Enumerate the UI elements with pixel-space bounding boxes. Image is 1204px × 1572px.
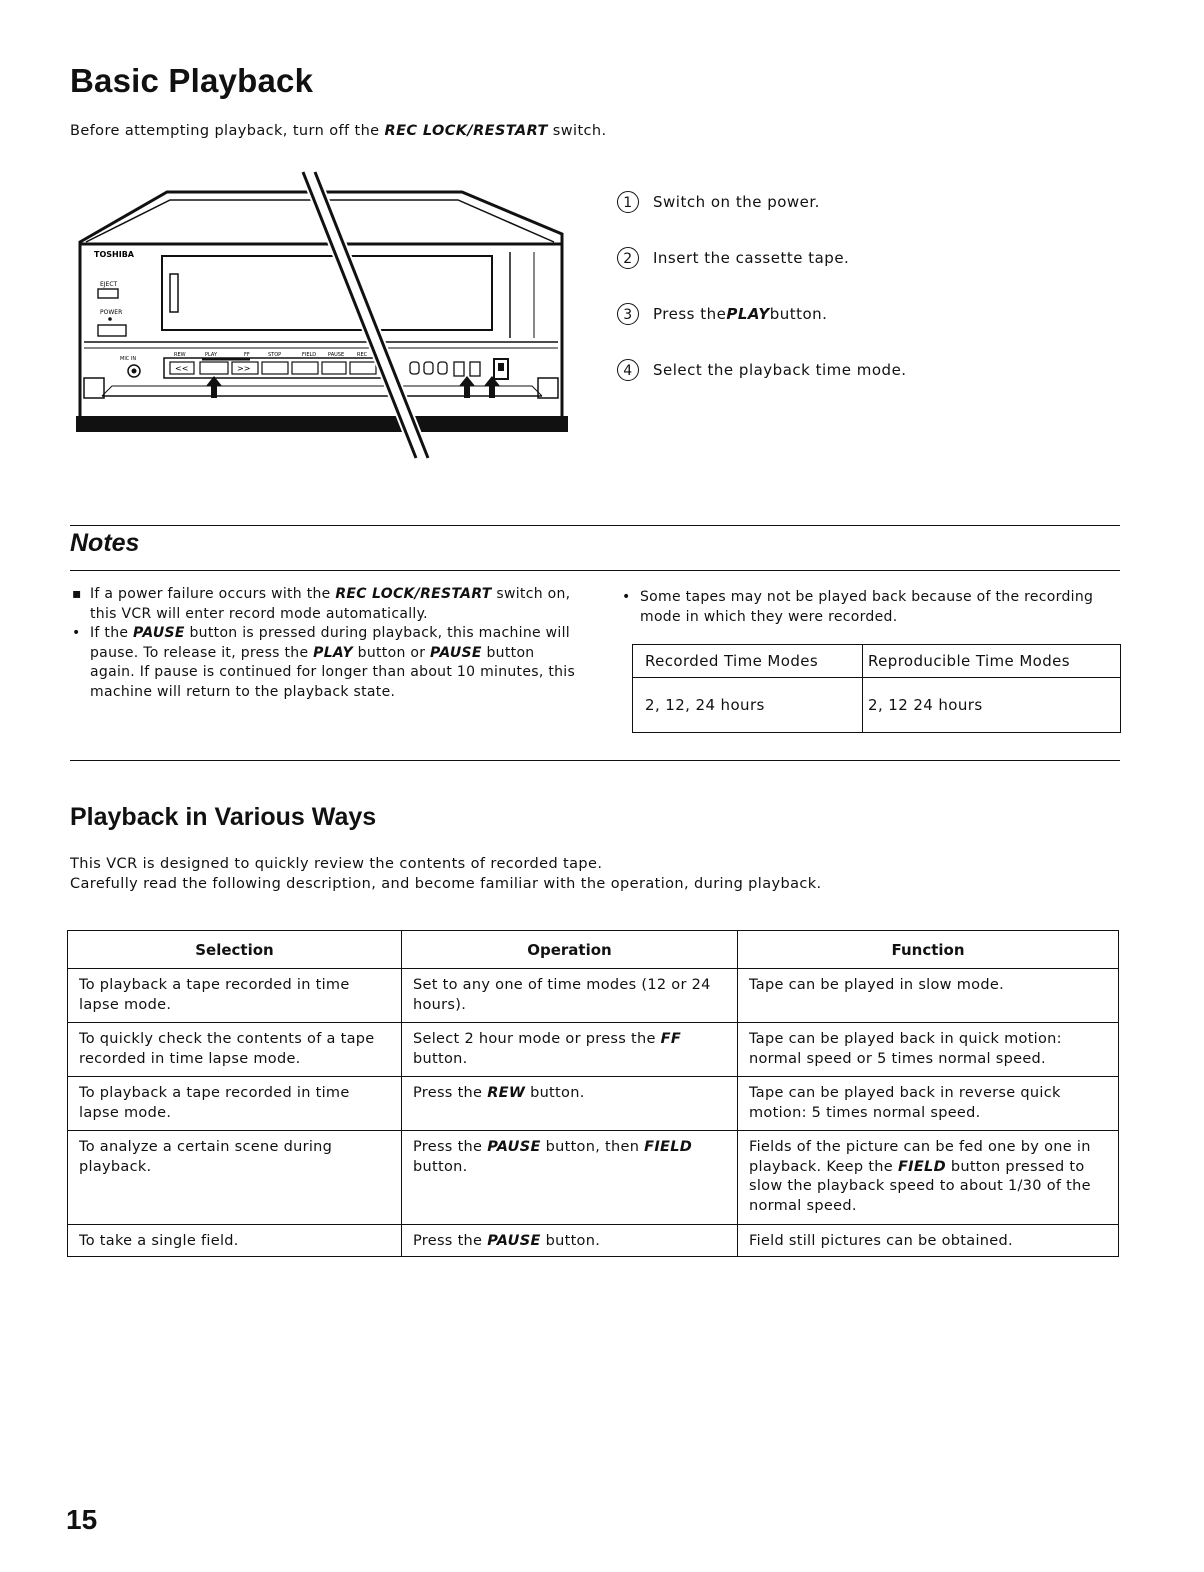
- note-item: • If the PAUSE button is pressed during playback, this machine will pause. To release it, press the PLAY button or PAUSE button again. If pause is continued for longer than about 10 minutes, this machine will return to the playback state.: [72, 625, 576, 700]
- step-3: 3 Press the PLAY button.: [617, 300, 827, 328]
- section-intro: This VCR is designed to quickly review the contents of recorded tape. Carefully read the following description, and become familiar with the operation, during playback.: [70, 856, 822, 892]
- time-modes-table: [632, 644, 1121, 733]
- notes-title: Notes: [70, 529, 140, 557]
- stop-button: [262, 362, 288, 374]
- power-button: [98, 325, 126, 336]
- table-header-cell: Operation: [402, 931, 738, 969]
- table-cell: 2, 12, 24 hours: [633, 678, 863, 733]
- step-1: 1 Switch on the power.: [617, 188, 820, 216]
- svg-text:>>: >>: [237, 364, 251, 373]
- table-header-cell: Selection: [68, 931, 402, 969]
- divider: [70, 760, 1120, 761]
- mic-in-label: MIC IN: [120, 356, 137, 362]
- svg-text:STOP: STOP: [268, 352, 282, 358]
- page-number: 15: [66, 1504, 98, 1535]
- svg-text:REC: REC: [357, 352, 368, 358]
- table-header-cell: Reproducible Time Modes: [863, 645, 1121, 678]
- step-2: 2 Insert the cassette tape.: [617, 244, 849, 272]
- step-4: 4 Select the playback time mode.: [617, 356, 907, 384]
- table-cell: 2, 12 24 hours: [863, 678, 1121, 733]
- divider: [70, 570, 1120, 571]
- table-row: To playback a tape recorded in time lapse mode. Set to any one of time modes (12 or 24 hours). Tape can be played in slow mode.: [68, 969, 1119, 1023]
- pause-button: [322, 362, 346, 374]
- table-row: To take a single field. Press the PAUSE button. Field still pictures can be obtained.: [68, 1225, 1119, 1257]
- table-row: To quickly check the contents of a tape recorded in time lapse mode. Select 2 hour mode or press the FF button. Tape can be played back in quick motion: normal speed or 5 times normal speed.: [68, 1023, 1119, 1077]
- vcr-illustration: [72, 170, 582, 460]
- intro-text: Before attempting playback, turn off the REC LOCK/RESTART switch.: [70, 123, 607, 139]
- note-item: • Some tapes may not be played back because of the recording mode in which they were recorded.: [622, 589, 1094, 625]
- svg-text:PAUSE: PAUSE: [328, 352, 345, 358]
- brand-label: TOSHIBA: [94, 250, 134, 259]
- svg-text:<<: <<: [175, 364, 189, 373]
- svg-text:PLAY: PLAY: [205, 352, 218, 358]
- rec-button: [350, 362, 376, 374]
- svg-text:FIELD: FIELD: [302, 352, 317, 358]
- note-item: ▪ If a power failure occurs with the REC LOCK/RESTART switch on, this VCR will enter record mode automatically.: [72, 586, 571, 622]
- section-title: Playback in Various Ways: [70, 803, 377, 831]
- playback-ways-table: [67, 930, 1119, 1257]
- eject-button: [98, 289, 118, 298]
- eject-label: EJECT: [100, 281, 118, 288]
- table-row: To analyze a certain scene during playback. Press the PAUSE button, then FIELD button. Fields of the picture can be fed one by one in playback. Keep the FIELD button pressed to slow the playback speed to about 1/30 of the normal speed.: [68, 1131, 1119, 1225]
- table-header-cell: Recorded Time Modes: [633, 645, 863, 678]
- notes-left-column: [70, 585, 578, 702]
- play-button: [200, 362, 228, 374]
- notes-right-column: [620, 588, 1125, 627]
- power-label: POWER: [100, 309, 123, 316]
- table-header-cell: Function: [738, 931, 1119, 969]
- table-row: To playback a tape recorded in time lapse mode. Press the REW button. Tape can be played back in reverse quick motion: 5 times normal speed.: [68, 1077, 1119, 1131]
- svg-text:REW: REW: [174, 352, 186, 358]
- page-title: Basic Playback: [70, 62, 314, 99]
- divider: [70, 525, 1120, 526]
- svg-text:FF: FF: [244, 352, 250, 358]
- field-button: [292, 362, 318, 374]
